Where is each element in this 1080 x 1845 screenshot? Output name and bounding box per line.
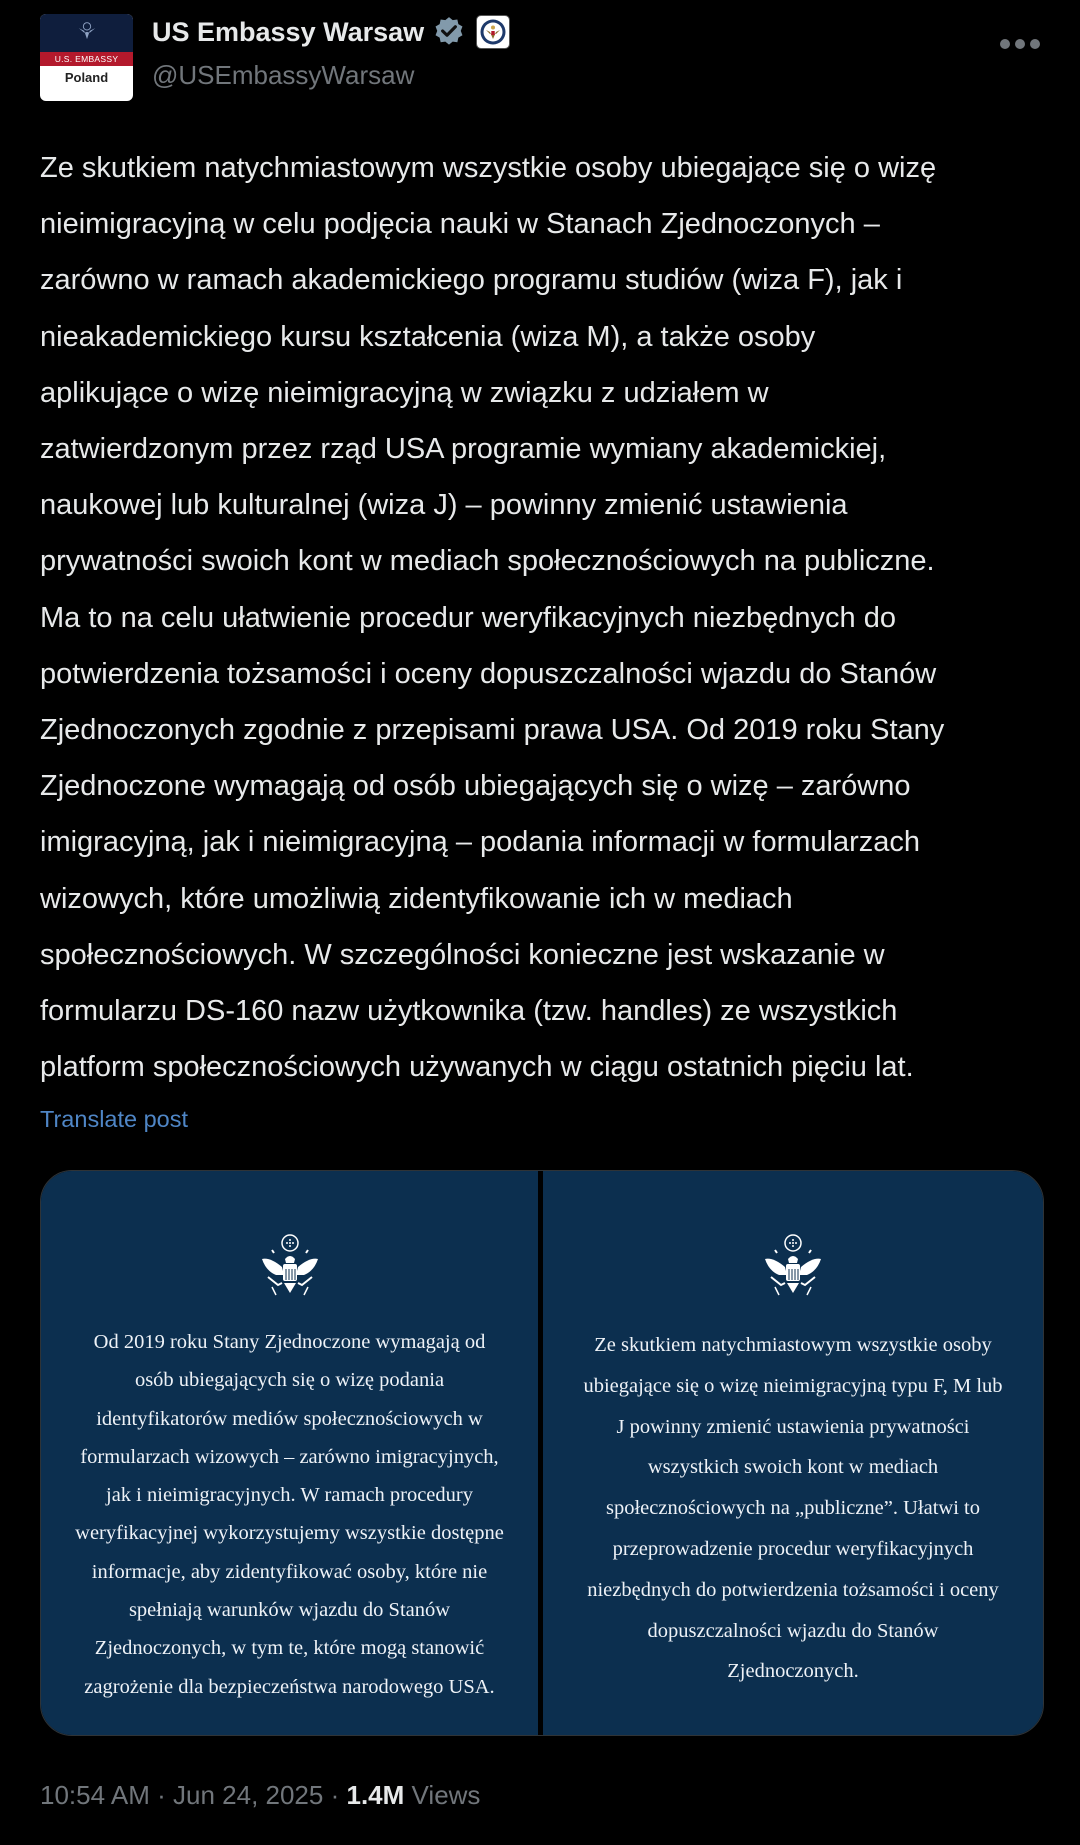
post-meta — [40, 1780, 480, 1811]
great-seal-eagle-icon — [757, 1231, 829, 1303]
media-text-line: przeprowadzenie procedur weryfikacyjnych — [612, 1537, 974, 1560]
post-text-line: Zjednoczone wymagają od osób ubiegających się o wizę – zarówno — [40, 770, 911, 803]
media-text-line: formularzach wizowych – zarówno imigracyjnych, — [80, 1445, 499, 1468]
post-text-line: Zjednoczonych zgodnie z przepisami prawa USA. Od 2019 roku Stany — [40, 714, 945, 747]
state-department-seal-icon[interactable] — [476, 15, 510, 49]
media-image-2-text — [557, 1325, 1029, 1692]
post-time[interactable]: 10:54 AM — [40, 1780, 150, 1810]
media-text-line: Zjednoczonych, w tym te, które mogą stanowić — [94, 1637, 485, 1660]
post-text-line: społecznościowych. W szczególności konieczne jest wskazanie w — [40, 938, 885, 971]
views-label: Views — [411, 1780, 481, 1810]
media-text-line: informacje, aby zidentyfikować osoby, które nie — [91, 1560, 488, 1583]
media-text-line: identyfikatorów mediów społecznościowych w — [96, 1407, 483, 1430]
media-text-line: J powinny zmienić ustawienia prywatności — [616, 1415, 970, 1438]
more-options-icon[interactable] — [1000, 28, 1040, 60]
post-text-line: zatwierdzonym przez rząd USA programie wymiany akademickiej, — [40, 433, 887, 466]
media-text-line: społecznościowych na „publiczne”. Ułatwi to — [606, 1497, 980, 1520]
post-text-line: platform społecznościowych używanych w ciągu ostatnich pięciu lat. — [40, 1051, 914, 1084]
media-text-line: wszystkich swoich kont w mediach — [647, 1456, 939, 1479]
media-text-line: weryfikacyjnej wykorzystujemy wszystkie dostępne — [75, 1522, 504, 1545]
meta-separator: · — [330, 1780, 340, 1810]
media-text-line: Zjednoczonych. — [727, 1660, 859, 1683]
seal-icon — [76, 19, 98, 41]
post-header — [40, 14, 1040, 104]
name-row — [152, 14, 510, 50]
media-image-2[interactable] — [543, 1171, 1043, 1735]
post-date[interactable]: Jun 24, 2025 — [173, 1780, 324, 1810]
views-count[interactable]: 1.4M — [346, 1780, 405, 1810]
media-text-line: jak i nieimigracyjnych. W ramach procedury — [106, 1484, 473, 1507]
post-text-line: aplikujące o wizę nieimigracyjną w związku z udziałem w — [40, 376, 769, 409]
media-text-line: zagrożenie dla bezpieczeństwa narodowego USA. — [84, 1675, 495, 1698]
post-text — [40, 140, 1050, 1095]
media-text-line: Ze skutkiem natychmiastowym wszystkie osoby — [594, 1334, 992, 1356]
post-text-line: naukowej lub kulturalnej (wiza J) – powinny zmienić ustawienia — [40, 489, 848, 522]
post-text-line: potwierdzenia tożsamości i oceny dopuszczalności wjazdu do Stanów — [40, 657, 937, 690]
media-text-line: Od 2019 roku Stany Zjednoczone wymagają od — [93, 1331, 486, 1353]
post-text-line: zarówno w ramach akademickiego programu studiów (wiza F), jak i — [40, 264, 903, 297]
post-text-line: prywatności swoich kont w mediach społecznościowych na publiczne. — [40, 545, 935, 578]
post-text-line: imigracyjną, jak i nieimigracyjną – podania informacji w formularzach — [40, 826, 921, 859]
media-text-line: niezbędnych do potwierdzenia tożsamości i oceny — [587, 1578, 999, 1601]
great-seal-eagle-icon — [254, 1231, 326, 1303]
post-text-line: nieakademickiego kursu kształcenia (wiza M), a także osoby — [40, 320, 816, 353]
post-text-line: formularzu DS-160 nazw użytkownika (tzw. handles) ze wszystkich — [40, 995, 898, 1028]
post-text-line: wizowych, które umożliwią zidentyfikowanie ich w mediach — [40, 882, 793, 915]
verified-badge-icon[interactable] — [432, 15, 466, 49]
media-text-line: osób ubiegających się o wizę podania — [134, 1369, 445, 1392]
media-image-1-text — [55, 1323, 524, 1706]
media-image-1[interactable] — [41, 1171, 538, 1735]
avatar-country: Poland — [64, 70, 109, 85]
media-text-line: dopuszczalności wjazdu do Stanów — [647, 1619, 939, 1642]
author-handle[interactable]: @USEmbassyWarsaw — [152, 60, 415, 90]
media-text-line: ubiegające się o wizę nieimigracyjną typu F, M lub — [583, 1374, 1003, 1397]
avatar-banner: U.S. EMBASSY — [40, 52, 133, 66]
media-text-line: spełniają warunków wjazdu do Stanów — [128, 1599, 451, 1622]
post-text-line: Ma to na celu ułatwienie procedur weryfikacyjnych niezbędnych do — [40, 601, 896, 634]
media-gallery — [40, 1170, 1044, 1736]
translate-post-link[interactable]: Translate post — [40, 1106, 189, 1132]
post-text-line: nieimigracyjną w celu podjęcia nauki w Stanach Zjednoczonych – — [40, 208, 880, 241]
display-name[interactable]: US Embassy Warsaw — [152, 16, 425, 47]
meta-separator: · — [157, 1780, 166, 1810]
avatar[interactable] — [40, 14, 133, 101]
post-text-line: Ze skutkiem natychmiastowym wszystkie osoby ubiegające się o wizę — [40, 152, 937, 184]
